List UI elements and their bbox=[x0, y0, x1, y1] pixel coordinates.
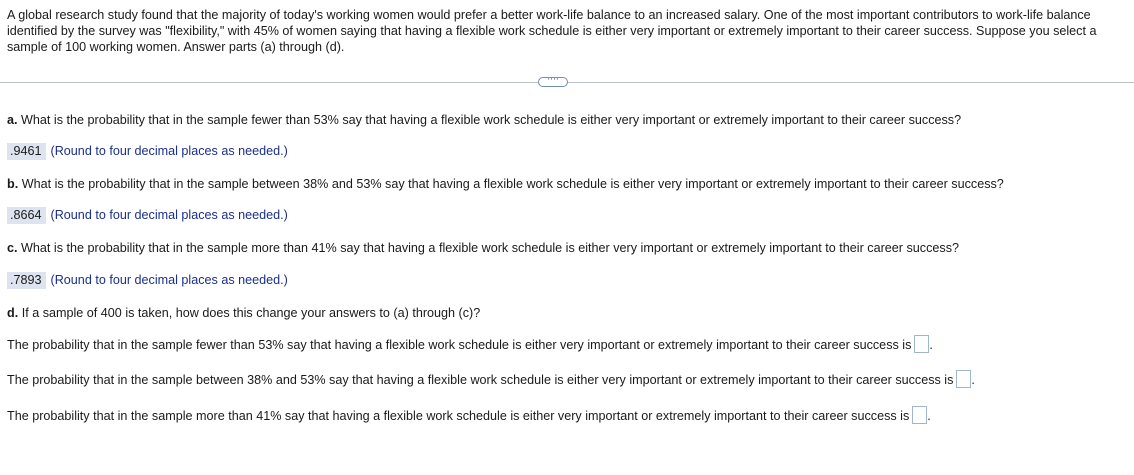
question-c bbox=[7, 240, 959, 256]
statement-1-text: The probability that in the sample fewer than 53% say that having a flexible work schedule is either very important or extremely important to their career success is bbox=[7, 338, 912, 352]
expand-button[interactable] bbox=[538, 77, 568, 87]
answer-c-hint: (Round to four decimal places as needed.) bbox=[50, 273, 288, 287]
statement-2-period: . bbox=[971, 373, 975, 387]
answer-a-hint: (Round to four decimal places as needed.) bbox=[50, 144, 288, 158]
answer-d3-input[interactable] bbox=[912, 406, 927, 424]
statement-1-period: . bbox=[929, 338, 933, 352]
part-d-statement-2 bbox=[7, 372, 975, 388]
problem-intro: A global research study found that the majority of today's working women would prefer a better work-life balance to an increased salary. One of the most important contributors to work-life balance identified by the survey was "flexibility," with 45% of women saying that having a flexible work schedule is either very important or extremely important to their career success. Suppose you select a sample of 100 working women. Answer parts (a) through (d). bbox=[7, 8, 1097, 54]
part-c-label: c. bbox=[7, 241, 18, 255]
answer-a-field[interactable]: .9461 bbox=[7, 143, 46, 160]
part-b-label: b. bbox=[7, 177, 19, 191]
answer-c-field[interactable]: .7893 bbox=[7, 272, 46, 289]
part-d-question: If a sample of 400 is taken, how does this change your answers to (a) through (c)? bbox=[21, 306, 481, 320]
statement-3-period: . bbox=[927, 409, 931, 423]
statement-3-text: The probability that in the sample more than 41% say that having a flexible work schedule is either very important or extremely important to their career success is bbox=[7, 409, 910, 423]
answer-b-field[interactable]: .8664 bbox=[7, 207, 46, 224]
part-c-question: What is the probability that in the sample more than 41% say that having a flexible work schedule is either very important or extremely important to their career success? bbox=[21, 241, 959, 255]
part-d-statement-3 bbox=[7, 408, 931, 424]
answer-d2-input[interactable] bbox=[956, 370, 971, 388]
part-a-question: What is the probability that in the sample fewer than 53% say that having a flexible work schedule is either very important or extremely important to their career success? bbox=[21, 113, 962, 127]
question-b bbox=[7, 176, 1004, 192]
part-b-question: What is the probability that in the sample between 38% and 53% say that having a flexible work schedule is either very important or extremely important to their career success? bbox=[21, 177, 1004, 191]
part-a-label: a. bbox=[7, 113, 18, 127]
answer-b-hint: (Round to four decimal places as needed.) bbox=[50, 208, 288, 222]
answer-d1-input[interactable] bbox=[914, 335, 929, 353]
part-d-statement-1 bbox=[7, 337, 933, 353]
question-a bbox=[7, 112, 961, 128]
answer-row-b bbox=[7, 207, 288, 224]
answer-row-a bbox=[7, 143, 288, 160]
answer-row-c bbox=[7, 272, 288, 289]
question-d bbox=[7, 305, 480, 321]
more-dots-icon: ···· bbox=[547, 75, 559, 85]
statement-2-text: The probability that in the sample between 38% and 53% say that having a flexible work schedule is either very important or extremely important to their career success is bbox=[7, 373, 954, 387]
part-d-label: d. bbox=[7, 306, 19, 320]
